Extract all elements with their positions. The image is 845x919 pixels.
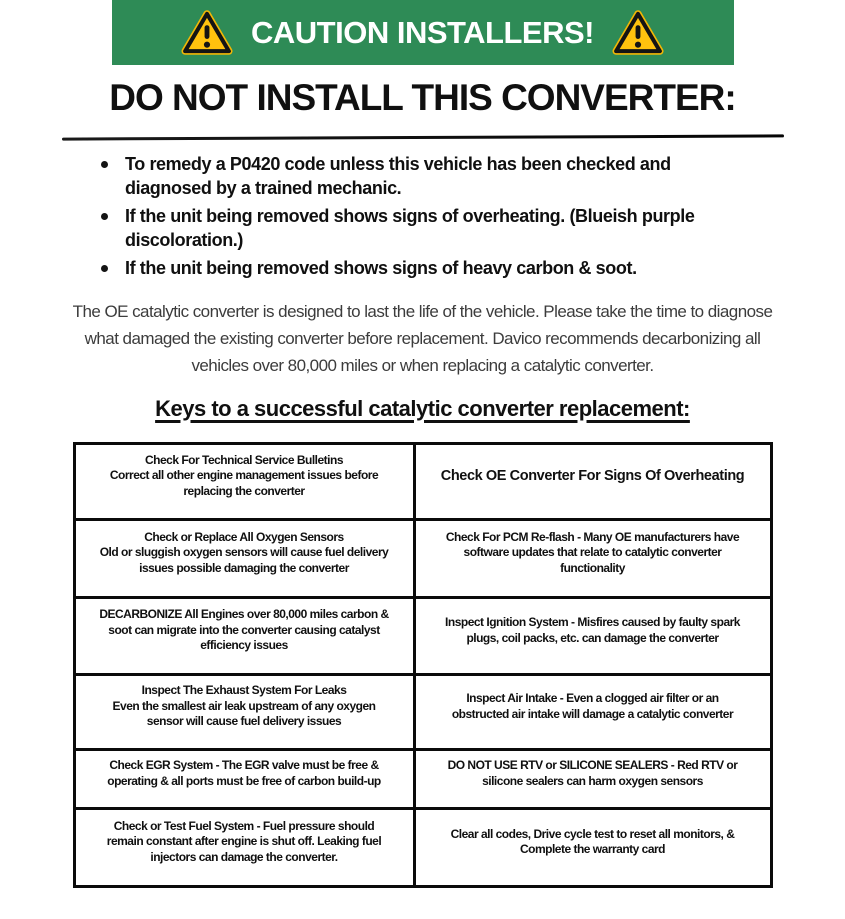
cell-text-line: silicone sealers can harm oxygen sensors	[482, 773, 703, 788]
cell-text-line: Correct all other engine management issues before	[109, 468, 379, 483]
cell-text-line: DECARBONIZE All Engines over 80,000 miles carbon &	[99, 607, 389, 622]
cell-text-line: functionality	[560, 560, 625, 575]
bullet-text	[125, 153, 671, 200]
cell-text-line: plugs, coil packs, etc. can damage the converter	[466, 630, 719, 645]
bullet-dot-icon	[101, 213, 108, 220]
page-title: DO NOT INSTALL THIS CONVERTER:	[109, 77, 736, 118]
bullet-line: If the unit being removed shows signs of overheating. (Blueish purple	[125, 206, 695, 226]
keys-table	[73, 442, 773, 888]
bullet-item	[101, 205, 845, 252]
bullet-line: To remedy a P0420 code unless this vehicle has been checked and	[125, 154, 671, 174]
cell-text-line: replacing the converter	[183, 483, 305, 498]
cell-text-line: Check or Replace All Oxygen Sensors	[144, 529, 344, 544]
bullet-item	[101, 153, 845, 200]
bullet-text	[125, 205, 694, 252]
paragraph-line: vehicles over 80,000 miles or when replacing a catalytic converter.	[191, 355, 654, 375]
table-row	[74, 749, 771, 808]
table-row	[74, 674, 771, 749]
cell-text-line: Check EGR System - The EGR valve must be free &	[109, 758, 379, 772]
cell-text-line: Check For PCM Re-flash - Many OE manufacturers have	[445, 529, 740, 544]
cell-text-line: DO NOT USE RTV or SILICONE SEALERS - Red RTV or	[447, 758, 738, 772]
table-row	[74, 443, 771, 519]
cell-text-line: Check or Test Fuel System - Fuel pressure should	[113, 818, 375, 833]
paragraph-line: what damaged the existing converter before replacement. Davico recommends decarbonizing all	[84, 328, 761, 348]
keys-cell-right	[414, 749, 771, 808]
cell-text-line: Old or sluggish oxygen sensors will cause fuel delivery	[99, 545, 389, 560]
cell-text-line: Check OE Converter For Signs Of Overheating	[440, 468, 745, 484]
bullet-line: discoloration.)	[125, 229, 244, 250]
bullet-dot-icon	[101, 161, 108, 168]
cell-text-line: obstructed air intake will damage a catalytic converter	[451, 706, 734, 721]
bullet-item	[101, 257, 845, 281]
cell-text-line: injectors can damage the converter.	[150, 849, 338, 864]
table-row	[74, 808, 771, 886]
cell-text-line: sensor will cause fuel delivery issues	[146, 714, 342, 729]
cell-text-line: Even the smallest air leak upstream of any oxygen	[112, 698, 376, 713]
cell-text-line: Inspect Air Intake - Even a clogged air filter or an	[466, 691, 719, 705]
keys-cell-left	[74, 443, 414, 519]
cell-text-line: Inspect Ignition System - Misfires caused by faulty spark	[445, 615, 740, 629]
bullet-line: diagnosed by a trained mechanic.	[125, 177, 402, 198]
keys-cell-left	[74, 674, 414, 749]
bullet-line: If the unit being removed shows signs of heavy carbon & soot.	[125, 258, 637, 278]
banner-title: CAUTION INSTALLERS!	[251, 14, 594, 50]
cell-text-line: remain constant after engine is shut off. Leaking fuel	[106, 834, 382, 849]
keys-cell-right	[414, 519, 771, 597]
warning-bullet-list	[101, 153, 845, 281]
cell-text-line: operating & all ports must be free of carbon build-up	[107, 773, 381, 788]
keys-cell-left	[74, 749, 414, 808]
cell-text-line: Complete the warranty card	[519, 842, 666, 856]
keys-cell-right	[414, 674, 771, 749]
keys-heading: Keys to a successful catalytic converter replacement:	[155, 395, 690, 421]
keys-cell-left	[74, 808, 414, 886]
diagnosis-paragraph	[0, 298, 845, 379]
cell-text-line: Check For Technical Service Bulletins	[144, 452, 344, 467]
table-row	[74, 597, 771, 674]
title-divider-line	[61, 134, 783, 140]
bullet-dot-icon	[101, 265, 108, 272]
bullet-text	[125, 257, 637, 281]
cell-text-line: software updates that relate to catalytic converter	[463, 545, 722, 560]
keys-cell-left	[74, 519, 414, 597]
cell-text-line: Clear all codes, Drive cycle test to reset all monitors, &	[450, 826, 735, 841]
keys-cell-right	[414, 808, 771, 886]
cell-text-line: soot can migrate into the converter causing catalyst	[108, 622, 380, 637]
keys-cell-right	[414, 597, 771, 674]
paragraph-line: The OE catalytic converter is designed to last the life of the vehicle. Please take the time to diagnose	[72, 301, 773, 321]
caution-banner	[112, 0, 734, 65]
keys-cell-left	[74, 597, 414, 674]
table-row	[74, 519, 771, 597]
warning-triangle-icon	[181, 9, 233, 56]
cell-text-line: issues possible damaging the converter	[139, 560, 349, 575]
cell-text-line: Inspect The Exhaust System For Leaks	[141, 683, 347, 698]
keys-cell-right	[414, 443, 771, 519]
warning-triangle-icon	[612, 9, 664, 56]
cell-text-line: efficiency issues	[200, 638, 288, 653]
